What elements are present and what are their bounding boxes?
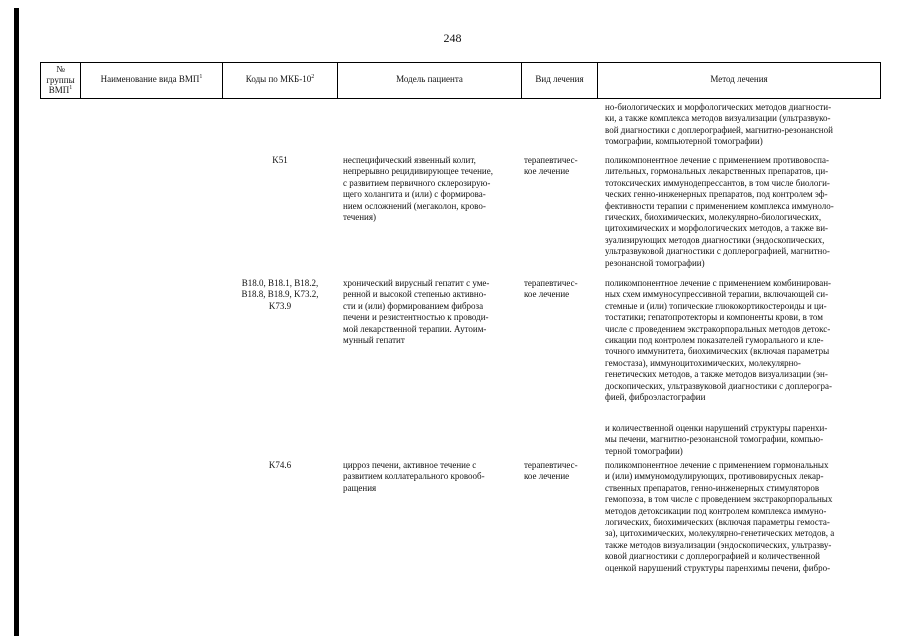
treatment-k51: терапевтичес- кое лечение bbox=[524, 155, 578, 177]
header-top-rule bbox=[40, 62, 880, 63]
header-vmp-name: Наименование вида ВМП$^1$ bbox=[100, 74, 203, 84]
model-k74: цирроз печени, активное течение с развитием коллатерального кровооб- ращения bbox=[343, 460, 485, 493]
method-b18: поликомпонентное лечение с применением комбинирован- ных схем иммуносупрессивной терапии, включающей си- стемные и (или) топические глюкокортикостероиды и ци- тостатики; гепатопротекторы и компоненты крови, в том числе с проведением экстракорпоральных методов детокс- сикации под контролем показателей гуморального и кле- точного иммунитета, биохимических (включая параметры гемостаза), иммуноцитохимических, молекулярно- генетических методов, а также методов визуализации (эн- доскопических, ультразвуковой диагностики с доплерогра- фией, фиброэластографии bbox=[605, 278, 832, 403]
page-number: 248 bbox=[443, 31, 462, 45]
header-treatment-type: Вид лечения bbox=[535, 74, 584, 84]
method-continuation-top: но-биологических и морфологических методов диагности- ки, а также комплекса методов визуализации (ультразвуко- вой диагностики с доплерографией, магнитно-резонансной томографии, компьютерной томографии) bbox=[605, 102, 833, 147]
binding-edge bbox=[14, 8, 19, 636]
method-k74: поликомпонентное лечение с применением гормональных и (или) иммуномодулирующих, противовирусных лекар- ственных препаратов, генно-инженерных стимуляторов гемопоэза, в том числе с проведением экстракорпоральных методов детоксикации под контролем комплекса иммуно- логических, биохимических (включая параметры гемоста- за), цитохимических, молекулярно-генетических методов, а также методов визуализации (эндоскопических, ультразву- ковой диагностики с доплерографией и количественной оценкой нарушений структуры паренхимы печени, фибро- bbox=[605, 460, 835, 573]
header-icd-codes: Коды по МКБ-$10^2$ bbox=[245, 74, 315, 84]
model-b18: хронический вирусный гепатит с уме- ренной и высокой степенью активно- сти и (или) формированием фиброза печени и резистентностью к проводи- мой лекарственной терапии. Аутоим- мунный гепатит bbox=[343, 278, 490, 346]
method-k51: поликомпонентное лечение с применением противовоспа- лительных, гормональных лекарственных препаратов, ци- тотоксических иммунодепрессантов, в том числе биологи- ческих генно-инженерных препаратов, под контролем эф- фективности терапии с применением комплекса иммуноло- гических, биохимических, молекулярно-биологических, цитохимических и морфологических методов, а также ви- зуализирующих методов диагностики (эндоскопических, ультразвуковой диагностики с доплерографией, магнитно- резонансной томографии) bbox=[605, 155, 834, 268]
codes-k51: K51 bbox=[272, 155, 288, 165]
method-b18-continued: и количественной оценки нарушений структуры паренхи- мы печени, магнитно-резонансной томографии, компью- терной томографии) bbox=[605, 423, 828, 456]
treatment-b18: терапевтичес- кое лечение bbox=[524, 278, 578, 300]
codes-b18: B18.0, B18.1, B18.2, B18.8, B18.9, K73.2, K73.9 bbox=[241, 278, 319, 311]
header-patient-model: Модель пациента bbox=[396, 74, 463, 84]
model-k51: неспецифический язвенный колит, непрерывно рецидивирующее течение, с развитием первичного склерозирую- щего холангита и (или) с формирова- нием осложнений (мегаколон, крово- течения) bbox=[343, 155, 493, 223]
header-group-number: № группы ВМП$^1$ bbox=[46, 64, 75, 95]
header-treatment-method: Метод лечения bbox=[710, 74, 768, 84]
codes-k74: K74.6 bbox=[268, 460, 292, 470]
treatment-k74: терапевтичес- кое лечение bbox=[524, 460, 578, 482]
header-bottom-rule bbox=[40, 98, 880, 99]
header-divider-7 bbox=[880, 62, 881, 99]
